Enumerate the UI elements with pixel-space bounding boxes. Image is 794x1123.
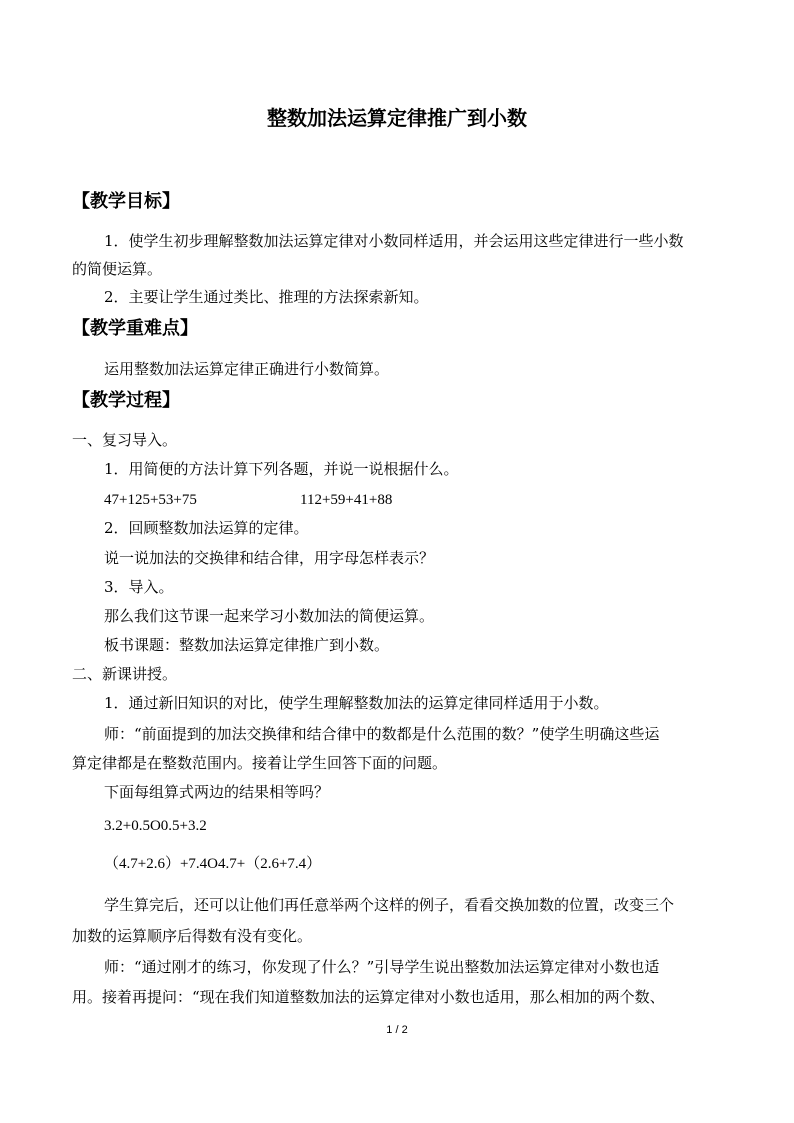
part-2-heading: 二、新课讲授。 [72, 665, 178, 683]
key-points-text: 运用整数加法运算定律正确进行小数简算。 [104, 360, 390, 378]
part-1-board-title: 板书课题：整数加法运算定律推广到小数。 [104, 636, 390, 654]
expression-4: （4.7+2.6）+7.4O4.7+（2.6+7.4） [104, 856, 322, 872]
part-1-item-2-text: 说一说加法的交换律和结合律，用字母怎样表示？ [104, 549, 435, 567]
student-practice-line-2: 加数的运算顺序后得数有没有变化。 [72, 927, 313, 945]
page-number: 1 / 2 [386, 1024, 408, 1036]
section-heading-process: 【教学过程】 [72, 390, 180, 411]
goal-1-line-1: 1．使学生初步理解整数加法运算定律对小数同样适用，并会运用这些定律进行一些小数 [104, 232, 684, 250]
section-heading-goals: 【教学目标】 [72, 191, 180, 212]
part-1-item-3: 3．导入。 [104, 578, 174, 596]
part-1-heading: 一、复习导入。 [72, 431, 178, 449]
goal-1-line-2: 的简便运算。 [72, 260, 163, 278]
teacher-question-2-line-2: 用。接着再提问：“现在我们知道整数加法的运算定律对小数也适用，那么相加的两个数、 [72, 988, 665, 1006]
teacher-question-1-line-2: 算定律都是在整数范围内。接着让学生回答下面的问题。 [72, 754, 448, 772]
goal-2: 2．主要让学生通过类比、推理的方法探索新知。 [104, 288, 429, 306]
part-1-item-3-text: 那么我们这节课一起来学习小数加法的简便运算。 [104, 607, 435, 625]
part-1-item-2: 2．回顾整数加法运算的定律。 [104, 519, 309, 537]
student-practice-line-1: 学生算完后，还可以让他们再任意举两个这样的例子，看看交换加数的位置，改变三个 [104, 896, 675, 914]
document-title: 整数加法运算定律推广到小数 [267, 106, 527, 130]
expression-3: 3.2+0.5O0.5+3.2 [104, 818, 207, 834]
expression-1: 47+125+53+75 [104, 492, 197, 508]
teacher-question-1-line-1: 师：“前面提到的加法交换律和结合律中的数都是什么范围的数？”使学生明确这些运 [104, 725, 660, 743]
part-1-item-1: 1．用简便的方法计算下列各题，并说一说根据什么。 [104, 460, 459, 478]
comparison-question: 下面每组算式两边的结果相等吗？ [104, 783, 330, 801]
expression-2: 112+59+41+88 [300, 492, 393, 508]
part-2-item-1: 1．通过新旧知识的对比，使学生理解整数加法的运算定律同样适用于小数。 [104, 694, 609, 712]
teacher-question-2-line-1: 师：“通过刚才的练习，你发现了什么？”引导学生说出整数加法运算定律对小数也适 [104, 958, 660, 976]
section-heading-key-points: 【教学重难点】 [72, 318, 198, 339]
